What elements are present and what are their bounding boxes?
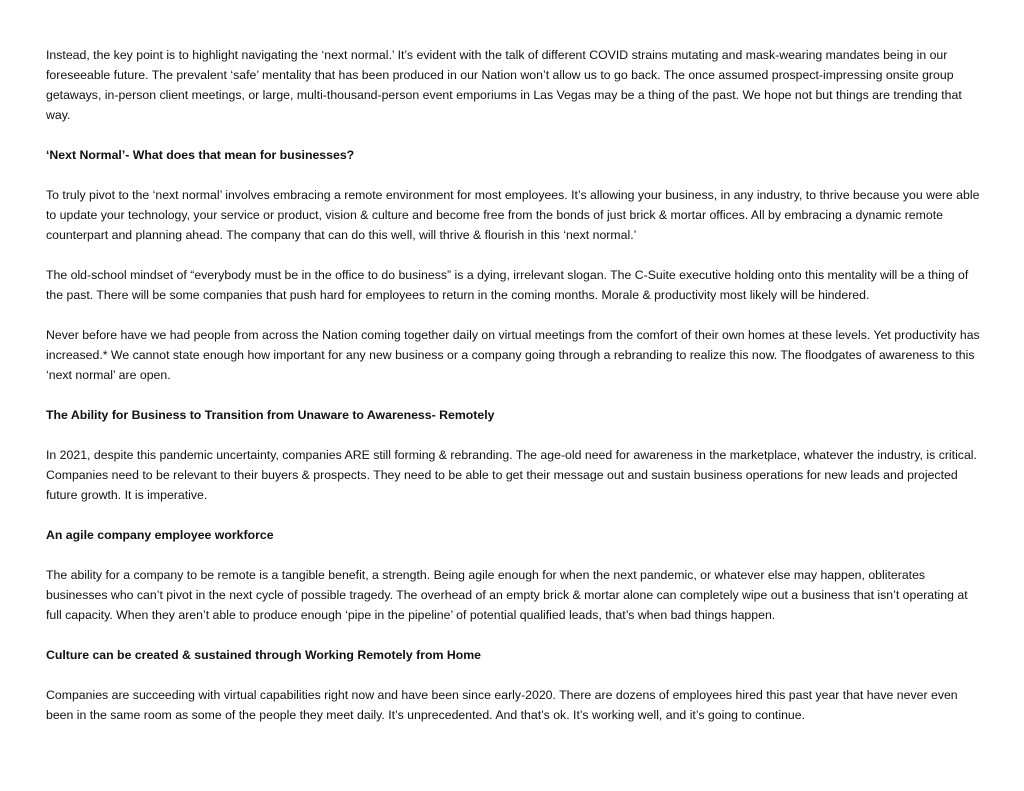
heading-culture-remote: Culture can be created & sustained through Working Remotely from Home	[46, 648, 482, 662]
paragraph-2021-forming: In 2021, despite this pandemic uncertainty, companies ARE still forming & rebranding. The age-old need for awareness in the marketplace, whatever the industry, is critical. Companies need to be relevant to their buyers & prospects. They need to be able to get their message out and sustain business operations for new leads and projected future growth. It is imperative.	[46, 448, 977, 502]
paragraph-old-school-mindset: The old-school mindset of “everybody must be in the office to do business” is a dying, irrelevant slogan. The C-Suite executive holding onto this mentality will be a thing of the past. There will be some companies that push hard for employees to return in the coming months. Morale & productivity most likely will be hindered.	[46, 268, 969, 302]
paragraph-virtual-success: Companies are succeeding with virtual capabilities right now and have been since early-2020. There are dozens of employees hired this past year that have never even been in the same room as some of the people they meet daily. It’s unprecedented. And that’s ok. It’s working well, and it’s going to continue.	[46, 688, 958, 722]
document-page	[46, 45, 981, 745]
heading-next-normal-meaning: ‘Next Normal’- What does that mean for businesses?	[46, 148, 355, 162]
paragraph-remote-strength: The ability for a company to be remote is a tangible benefit, a strength. Being agile enough for when the next pandemic, or whatever else may happen, obliterates businesses who can’t pivot in the next cycle of possible tragedy. The overhead of an empty brick & mortar alone can completely wipe out a business that isn’t operating at full capacity. When they aren’t able to produce enough ‘pipe in the pipeline’ of potential qualified leads, that’s when bad things happen.	[46, 568, 968, 622]
paragraph-pivot-remote: To truly pivot to the ‘next normal’ involves embracing a remote environment for most employees. It’s allowing your business, in any industry, to thrive because you were able to update your technology, your service or product, vision & culture and become free from the bonds of just brick & mortar offices. All by embracing a dynamic remote counterpart and planning ahead. The company that can do this well, will thrive & flourish in this ‘next normal.’	[46, 188, 980, 242]
paragraph-next-normal-intro: Instead, the key point is to highlight navigating the ‘next normal.’ It’s evident with the talk of different COVID strains mutating and mask-wearing mandates being in our foreseeable future. The prevalent ‘safe’ mentality that has been produced in our Nation won’t allow us to go back. The once assumed prospect-impressing onsite group getaways, in-person client meetings, or large, multi-thousand-person event emporiums in Las Vegas may be a thing of the past. We hope not but things are trending that way.	[46, 48, 962, 122]
paragraph-virtual-meetings: Never before have we had people from across the Nation coming together daily on virtual meetings from the comfort of their own homes at these levels. Yet productivity has increased.* We cannot state enough how important for any new business or a company going through a rebranding to realize this now. The floodgates of awareness to this ‘next normal’ are open.	[46, 328, 980, 382]
heading-agile-workforce: An agile company employee workforce	[46, 528, 274, 542]
heading-transition-awareness: The Ability for Business to Transition from Unaware to Awareness- Remotely	[46, 408, 495, 422]
